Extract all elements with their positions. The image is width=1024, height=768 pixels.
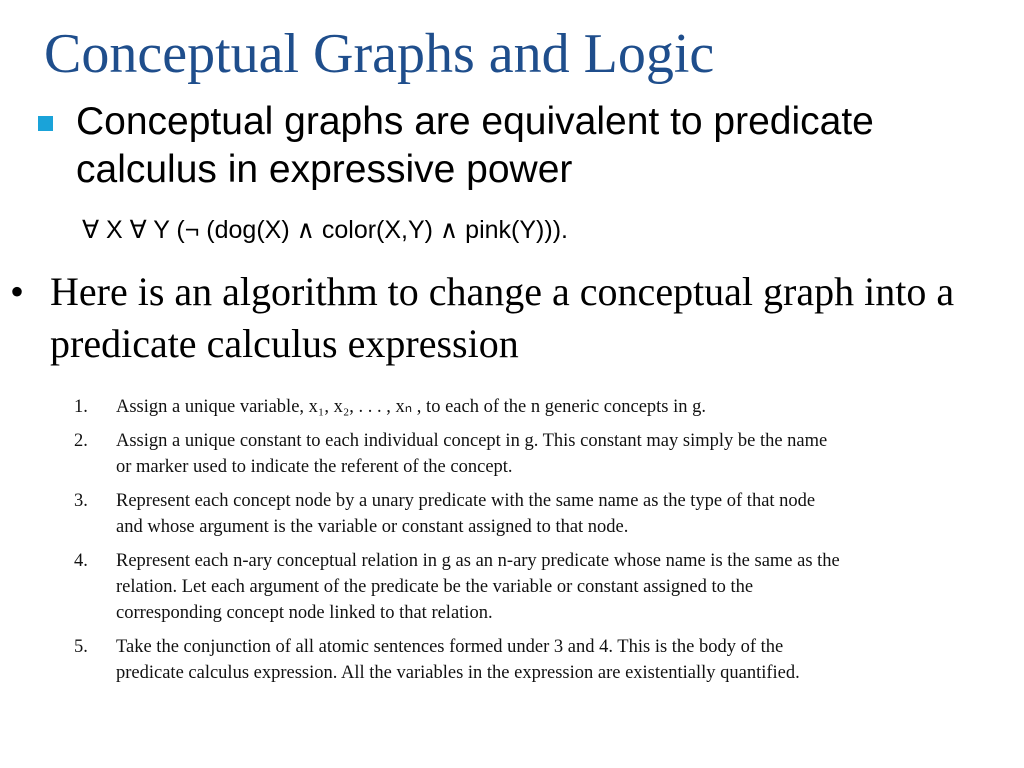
step-5 [74,634,844,686]
bullet-dot: • [10,269,25,314]
step-1 [74,394,844,420]
step-text: Represent each concept node by a unary predicate with the same name as the type of that node and whose argument is the variable or constant assigned to that node. [116,491,816,537]
step-text: Take the conjunction of all atomic sentences formed under 3 and 4. This is the body of the predicate calculus expression. All the variables in the expression are existentially quantified. [116,637,800,683]
step-text: Assign a unique constant to each individual concept in g. This constant may simply be the name or marker used to indicate the referent of the concept. [116,431,828,477]
logic-formula: ∀ X ∀ Y (¬ (dog(X) ∧ color(X,Y) ∧ pink(Y))). [82,216,568,244]
step-number: 4. [74,551,88,571]
bullet-2-text: Here is an algorithm to change a conceptual graph into a predicate calculus expression [50,269,955,366]
bullet-1-text: Conceptual graphs are equivalent to predicate calculus in expressive power [76,100,874,191]
step-4 [74,548,844,626]
step-text: Represent each n-ary conceptual relation in g as an n-ary predicate whose name is the same as the relation. Let each argument of the predicate be the variable or constant assigned to the corresponding concept node linked to that relation. [116,551,840,623]
slide-title: Conceptual Graphs and Logic [44,23,715,85]
algorithm-steps [74,394,844,694]
step-number: 5. [74,637,88,657]
step-text: Assign a unique variable, x₁, x₂, . . . , xₙ , to each of the n generic concepts in g. [116,397,707,417]
step-number: 1. [74,397,88,417]
square-bullet-icon [38,116,53,131]
step-number: 2. [74,431,88,451]
step-3 [74,488,844,540]
step-number: 3. [74,491,88,511]
step-2 [74,428,844,480]
